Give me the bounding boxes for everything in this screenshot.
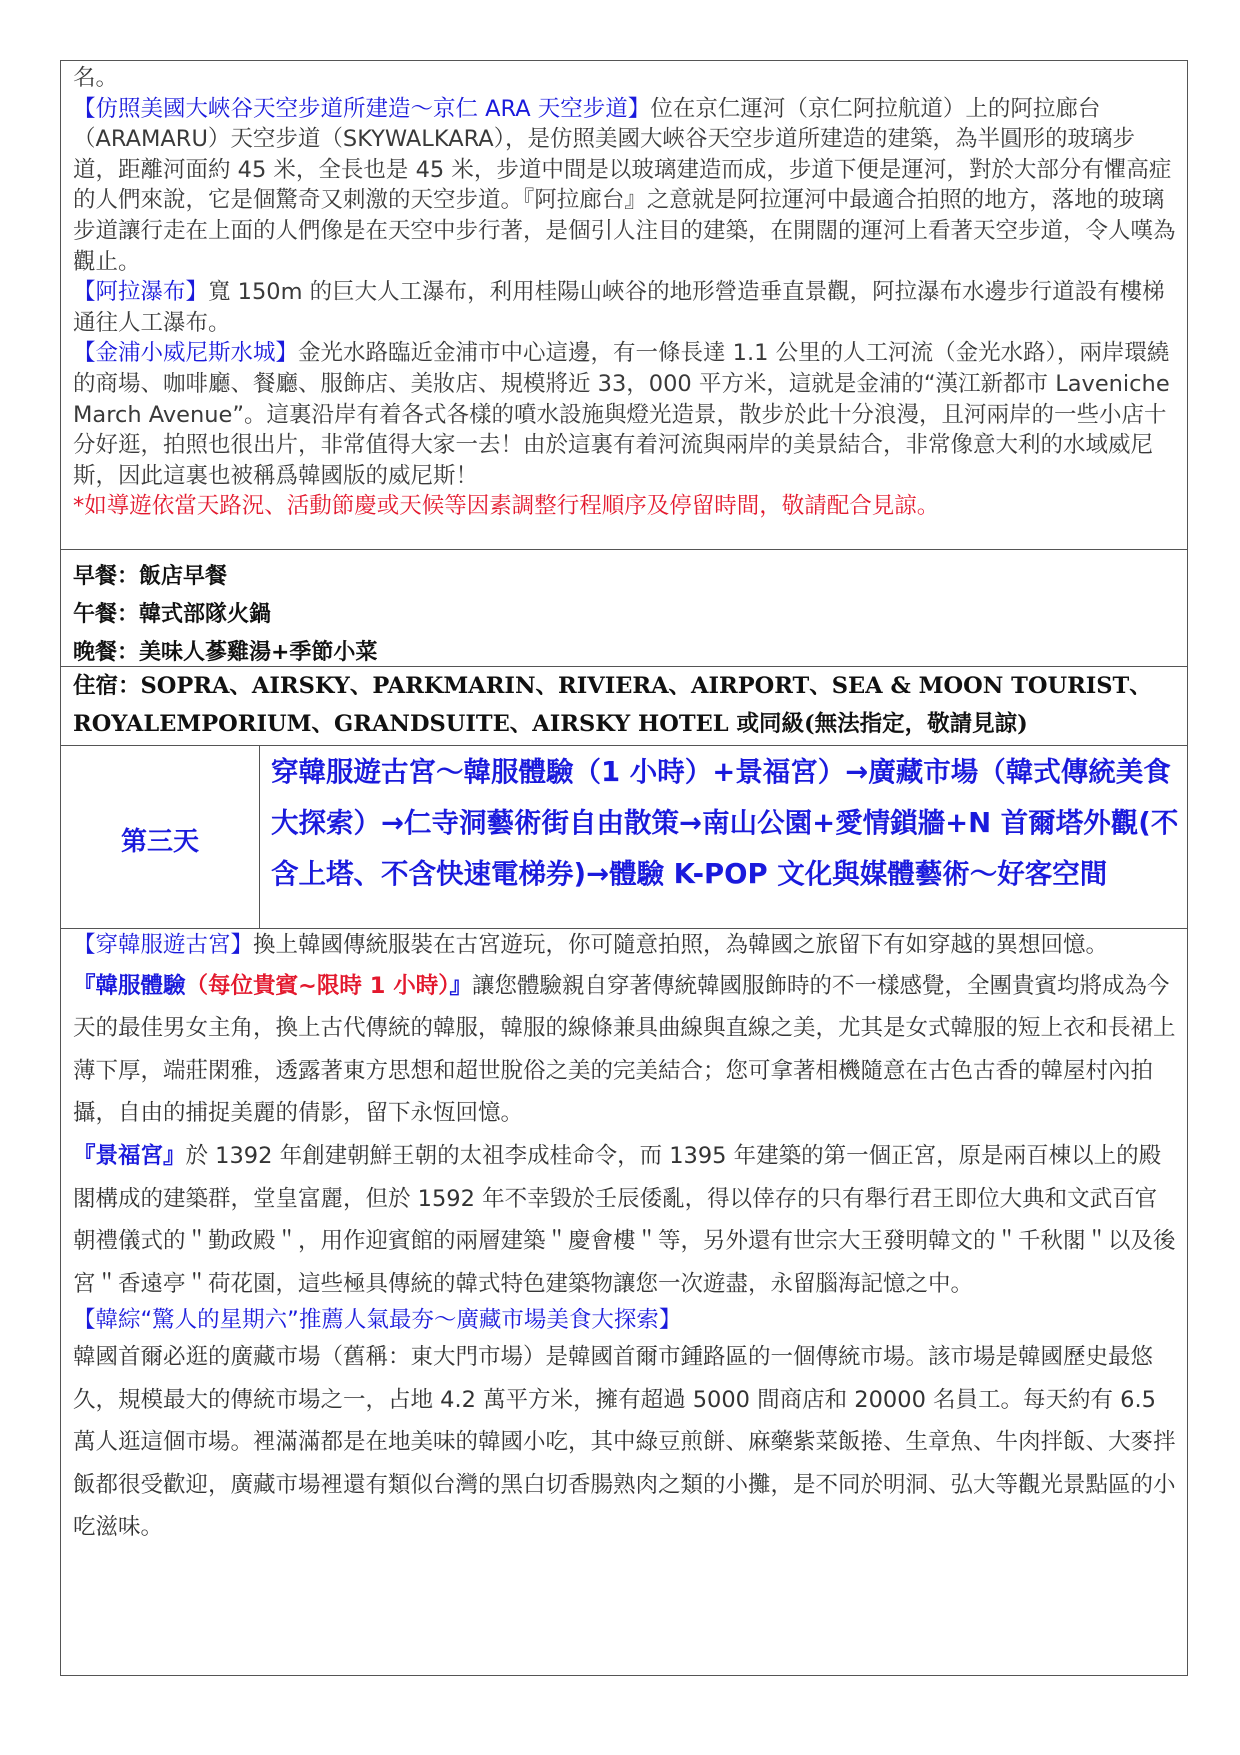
gyeongbokgung-heading: 『景福宮』 bbox=[73, 1142, 186, 1169]
gimpo-venice-heading: 【金浦小威尼斯水城】 bbox=[73, 340, 299, 367]
hanbok-experience-heading: 『韓服體驗 bbox=[73, 972, 186, 999]
day3-header-row bbox=[61, 745, 1187, 928]
hanbok-experience-description: 讓您體驗親自穿著傳統韓國服飾時的不一樣感覺，全團貴賓均將成為今天的最佳男女主角，換上古代傳統的韓服，韓服的線條兼具曲線與直線之美，尤其是女式韓服的短上衣和長裙上薄下厚，端莊閑雅，透露著東方思想和超世脫俗之美的完美結合；您可拿著相機隨意在古色古香的韓屋村內拍攝，自由的捕捉美麗的倩影，留下永恆回憶。 bbox=[73, 972, 1176, 1127]
gimpo-venice-paragraph bbox=[73, 338, 1177, 491]
ara-waterfall-paragraph bbox=[73, 277, 1177, 338]
gyeongbokgung-description: 於 1392 年創建朝鮮王朝的太祖李成桂命令，而 1395 年建築的第一個正宮，原是兩百棟以上的殿閣構成的建築群，堂皇富麗，但於 1592 年不幸毀於壬辰倭亂，得以倖存的只有舉行君王即位大典和文武百官朝禮儀式的＂勤政殿＂，用作迎賓館的兩層建築＂慶會樓＂等，另外還有世宗大王發明韓文的＂千秋閣＂以及後宮＂香遠亭＂荷花園，這些極具傳統的韓式特色建築物讓您一次遊盡，永留腦海記憶之中。 bbox=[73, 1142, 1176, 1297]
gimpo-venice-description: 金光水路臨近金浦市中心這邊，有一條長達 1.1 公里的人工河流（金光水路），兩岸環繞的商場、咖啡廳、餐廳、服飾店、美妝店、規模將近 33，000 平方米，這就是金浦的“漢江新都市 Laveniche March Avenue”。這裏沿岸有着各式各樣的噴水設施與燈光造景，散步於此十分浪漫，且河兩岸的一些小店十分好逛，拍照也很出片，非常值得大家一去！由於這裏有着河流與兩岸的美景結合，非常像意大利的水域威尼斯，因此這裏也被稱爲韓國版的威尼斯！ bbox=[73, 340, 1170, 489]
continued-text: 名。 bbox=[73, 65, 119, 91]
gwangjang-market-description: 韓國首爾必逛的廣藏市場（舊稱：東大門市場）是韓國首爾市鍾路區的一個傳統市場。該市場是韓國歷史最悠久，規模最大的傳統市場之一，占地 4.2 萬平方米，擁有超過 5000 間商店和 20000 名員工。每天約有 6.5 萬人逛這個市場。裡滿滿都是在地美味的韓國小吃，其中綠豆煎餅、麻藥紫菜飯捲、生章魚、牛肉拌飯、大麥拌飯都很受歡迎，廣藏市場裡還有類似台灣的黑白切香腸熟肉之類的小攤，是不同於明洞、弘大等觀光景點區的小吃滋味。 bbox=[73, 1343, 1176, 1541]
day3-details-section bbox=[61, 928, 1187, 1677]
ara-skywalk-description: 位在京仁運河（京仁阿拉航道）上的阿拉廊台（ARAMARU）天空步道（SKYWALKARA），是仿照美國大峽谷天空步道所建造的建築，為半圓形的玻璃步道，距離河面約 45 米，全長也是 45 米，步道中間是以玻璃建造而成，步道下便是運河，對於大部分有懼高症的人們來說，它是個驚奇又刺激的天空步道。『阿拉廊台』之意就是阿拉運河中最適合拍照的地方，落地的玻璃步道讓行走在上面的人們像是在天空中步行著，是個引人注目的建築，在開闊的運河上看著天空步道，令人嘆為觀止。 bbox=[73, 95, 1176, 275]
day-label: 第三天 bbox=[120, 827, 199, 857]
accommodation-line-2: ROYALEMPORIUM、GRANDSUITE、AIRSKY HOTEL 或同級(無法指定，敬請見諒) bbox=[73, 711, 1028, 737]
lunch-label: 午餐：韓式部隊火鍋 bbox=[73, 602, 272, 627]
accommodation-section bbox=[61, 666, 1187, 745]
column-divider bbox=[259, 745, 260, 928]
breakfast-label: 早餐：飯店早餐 bbox=[73, 564, 228, 589]
ara-skywalk-paragraph bbox=[73, 94, 1177, 278]
day3-details-text bbox=[73, 930, 1177, 1549]
hanbok-palace-heading: 【穿韓服遊古宮】 bbox=[73, 932, 254, 958]
hanbok-experience-paragraph bbox=[73, 965, 1177, 1135]
schedule-note: *如導遊依當天路況、活動節慶或天候等因素調整行程順序及停留時間，敬請配合見諒。 bbox=[73, 493, 940, 520]
accommodation-line-1: 住宿：SOPRA、AIRSKY、PARKMARIN、RIVIERA、AIRPORT、SEA & MOON TOURIST、 bbox=[73, 673, 1152, 699]
ara-skywalk-heading: 【仿照美國大峽谷天空步道所建造～京仁 ARA 天空步道】 bbox=[73, 95, 651, 122]
hanbok-palace-description: 換上韓國傳統服裝在古宮遊玩，你可隨意拍照，為韓國之旅留下有如穿越的異想回憶。 bbox=[253, 932, 1109, 958]
gyeongbokgung-paragraph bbox=[73, 1135, 1177, 1305]
dinner-label: 晚餐：美味人蔘雞湯+季節小菜 bbox=[73, 640, 378, 665]
itinerary-table bbox=[60, 60, 1188, 1676]
ara-waterfall-heading: 【阿拉瀑布】 bbox=[73, 279, 209, 306]
meals-section bbox=[61, 549, 1187, 666]
attractions-text bbox=[73, 63, 1177, 522]
hanbok-time-limit: （每位貴賓~限時 1 小時） bbox=[185, 972, 450, 999]
gwangjang-market-heading: 【韓綜“驚人的星期六”推薦人氣最夯～廣藏市場美食大探索】 bbox=[73, 1307, 682, 1334]
hanbok-experience-heading-end: 』 bbox=[449, 972, 472, 999]
attractions-section bbox=[61, 61, 1187, 549]
hanbok-palace-paragraph bbox=[73, 930, 1177, 961]
ara-waterfall-description: 寬 150m 的巨大人工瀑布，利用桂陽山峽谷的地形營造垂直景觀，阿拉瀑布水邊步行道設有樓梯通往人工瀑布。 bbox=[73, 279, 1165, 336]
day-title: 穿韓服遊古宮～韓服體驗（1 小時）+景福宮）→廣藏市場（韓式傳統美食大探索）→仁寺洞藝術街自由散策→南山公園+愛情鎖牆+N 首爾塔外觀(不含上塔、不含快速電梯券)→體驗 K-POP 文化與媒體藝術～好客空間 bbox=[271, 756, 1179, 890]
